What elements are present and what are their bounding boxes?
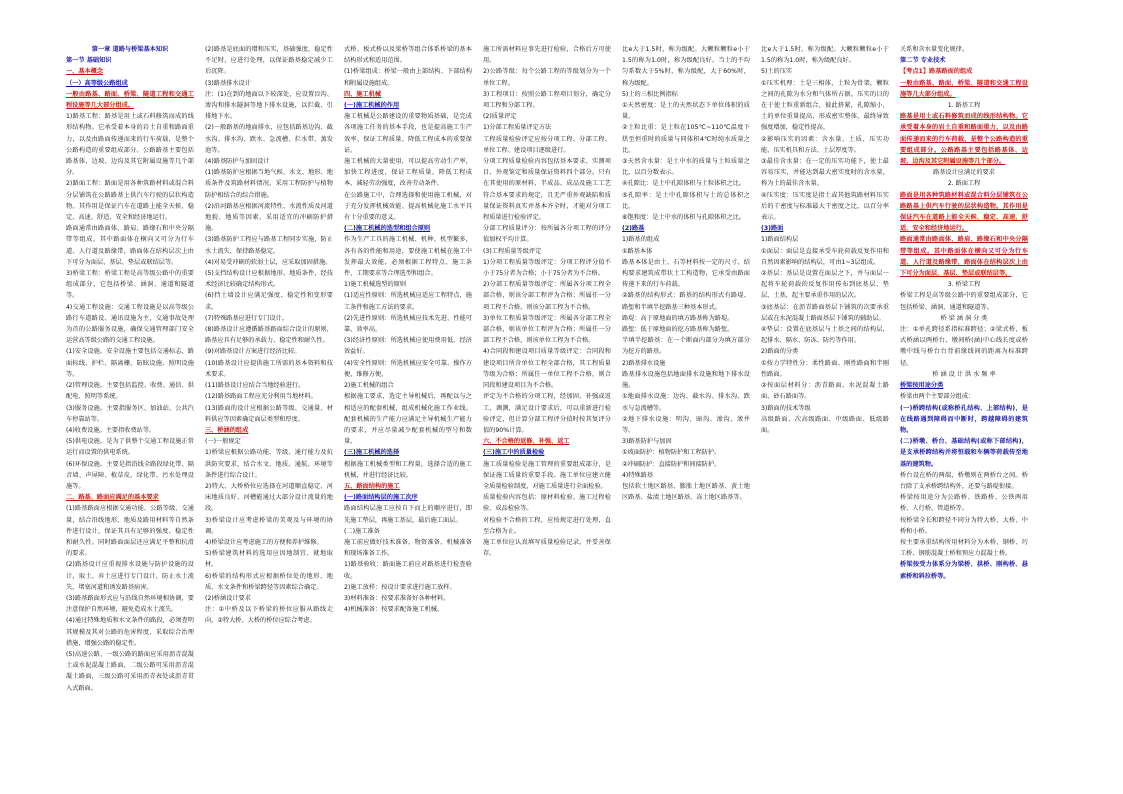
paragraph: ②土粒比重：是土粒在105℃~110℃温度下烘至恒重时的质量与同体积4℃时纯水质量之比。 — [622, 124, 750, 154]
paragraph: 在公路施工中，合理选择和使用施工机械，对于充分发挥机械效能、提高机械化施工水平具有十分重要的意义。 — [344, 191, 472, 222]
paragraph: 路面通常由路面体、路肩、路缘石和中央分隔带等组成。其中路面体在横向又可分为行车道、人行道及路缘带，路面体在结构层次上由下可分为面层、基层、垫层或联结层等。 — [66, 225, 194, 266]
paragraph: ①路基本体 — [622, 247, 653, 255]
paragraph: 第一章 道路与桥梁基本知识 — [91, 46, 169, 53]
paragraph: 3)路面的技术等级 — [761, 404, 811, 412]
paragraph: 3)路基防护与加固 — [622, 438, 672, 446]
paragraph: (4)对易受冲刷的软弱土层，应采取加固措施。 — [205, 258, 332, 266]
paragraph: 高级路面、次高级路面、中级路面、低级路面。 — [761, 415, 889, 434]
paragraph: (3)服务设施。主要指服务区、加油站、公共汽车停靠站等。 — [66, 404, 194, 423]
paragraph: 2)分部工程质量等级评定：所属各分项工程全部合格，则该分部工程评为合格；所属任一分项工程不合格，则该分部工程为不合格。 — [483, 281, 611, 311]
paragraph: (1)路基防护应根据当地气候、水文、地形、地质条件及筑路材料情况，采用工程防护与植物防护相结合的综合措施。 — [205, 169, 333, 199]
paragraph: 1)路基工程：路基是用土或石料修筑而成的线形结构物。它承受着本身的岩土自重和路面重力，以及由路面传递而来的行车荷载，是整个公路构造的重要组成部分。公路路基主要包括路基体、边坡、边沟及其它附属设施等几个部分。 — [66, 113, 194, 177]
paragraph: ②基层：基层是设置在面层之下，并与面层一起将车轮荷载的反复作用传布到底基层、垫层、土基，起主要承重作用的层次。 — [761, 270, 889, 300]
paragraph: 3)单位工程质量等级评定：所属各分部工程全部合格，则该单位工程评为合格；所属任一分部工程不合格，则该单位工程为不合格。 — [483, 314, 611, 345]
paragraph: 桥梁由两个主要部分组成： — [900, 393, 975, 401]
paragraph: 4)桥梁设计应考虑施工的方便和养护维修。 — [205, 538, 323, 546]
paragraph: 4)特殊路基 — [622, 471, 654, 479]
paragraph: 桥梁按用途分为公路桥、铁路桥、公铁两用桥、人行桥、管道桥等。 — [900, 494, 1028, 513]
paragraph: 路面是用各种筑路材料或混合料分层铺筑在公路路基上供汽车行驶的层状构造物。其作用是保证汽车在道路上能全天候、稳定、高速、舒适、安全和经济地运行。 — [900, 191, 1028, 233]
paragraph: 一般由路基、路面、桥梁、隧道工程和交通工程设施等几大部分组成。 — [66, 90, 194, 110]
paragraph: ①地面排水设施：边沟、截水沟、排水沟、跌水与急流槽等。 — [622, 393, 750, 412]
text-column-2 — [205, 44, 333, 764]
paragraph: (三)施工中的质量检验 — [483, 449, 545, 457]
paragraph: 按主要承重结构所用材料分为木桥、钢桥、圬工桥、钢筋混凝土桥和预应力混凝土桥。 — [900, 538, 1028, 558]
paragraph: (一)施工机械的作用 — [344, 102, 400, 110]
paragraph: 五、路面结构的施工 — [344, 482, 400, 490]
paragraph: 工程质量检验评定应按分项工程、分部工程、单位工程、建设项目逐级进行。 — [483, 135, 611, 154]
paragraph: ①按力学特性分：柔性路面、刚性路面和半刚性路面。 — [761, 359, 889, 378]
paragraph: (二)桥墩、桥台、基础结构(或称下部结构)，是支承桥跨结构并将恒载和车辆等荷载传至地基的建筑物。 — [900, 438, 1028, 468]
paragraph: (8)路基设计应遵循路基路面综合设计的原则，路基应具有足够的承载力、稳定性和耐久性。 — [205, 326, 333, 345]
paragraph: 1)路面结构层 — [761, 236, 799, 244]
paragraph: 根据施工机械类型和工程量，选择合适的施工机械，并进行经济比较。 — [344, 460, 472, 479]
paragraph: 路基本体是由土、石等材料按一定的尺寸、结构要求建筑成带状土工构造物，它承受由路面传递下来的行车荷载。 — [622, 258, 750, 289]
paragraph: (4)路基防护与加固设计 — [205, 158, 270, 166]
paragraph: 分项工程质量检验内容包括基本要求、实测项目、外观鉴定和质量保证资料四个部分。只有在其使用的原材料、半成品、成品及施工工艺符合基本要求的规定，且无严重外观缺陷和质量保证资料真实并基本齐全时，才能对分项工程质量进行检验评定。 — [483, 158, 611, 222]
paragraph: (1)桥梁组成：桥梁一般由上部结构、下部结构和附属设施组成。 — [344, 68, 472, 87]
paragraph: ②路基的结构形式：路基的结构形式有路堤、路堑和半填半挖路基三种基本形式。 — [622, 292, 750, 311]
paragraph: 施工机械的大量使用，可以提高劳动生产率，加快工程进度，保证工程质量，降低工程成本，减轻劳动强度，改善劳动条件。 — [344, 158, 472, 188]
paragraph: ①天然密度：是土的天然状态下单位体积的质量。 — [622, 102, 750, 121]
paragraph: (6)挡土墙设计应满足强度、稳定性和变形要求。 — [205, 292, 333, 311]
paragraph: 按桥梁全长和跨径不同分为特大桥、大桥、中桥和小桥。 — [900, 516, 1028, 535]
paragraph: 质量检验内容包括：原材料检验、施工过程检验、成品检验等。 — [483, 494, 611, 513]
paragraph: 施工所需材料应事先进行检验，合格后方可使用。 — [483, 46, 611, 65]
paragraph: ①坡面防护：植物防护和工程防护。 — [622, 449, 721, 457]
paragraph: (3)经济性原则：所选机械应使用费用低、经济效益好。 — [344, 337, 472, 356]
paragraph: (3)路基排水设计 — [205, 79, 251, 87]
paragraph: 式桥、板式桥以及梁桥等组合体系桥梁的基本结构形式和适用范围。 — [344, 46, 472, 65]
paragraph: 2)施工放样：按设计要求进行施工放样。 — [344, 583, 456, 591]
paragraph: 四、施工机械 — [344, 90, 382, 98]
paragraph: 注：(1)在到的地面以下较深处，应设置盲沟、渗沟和排水隧洞等地下排水设施，以拦截、引排地下水。 — [205, 90, 333, 121]
paragraph: 2)路面工程：路面是用各种筑路材料或混合料分层铺筑在公路路基上供汽车行驶的层状构造物。其作用是保证汽车在道路上能全天候、稳定、高速、舒适、安全和经济地运行。 — [66, 180, 194, 222]
paragraph: 一般由路基、路面、桥梁、隧道和交通工程设施等几大部分组成。 — [900, 79, 1028, 98]
paragraph: (3)工程质量等级评定 — [483, 247, 542, 255]
text-column-6 — [761, 44, 889, 764]
paragraph: 5)土的三相比例指标 — [622, 90, 678, 98]
paragraph: (1)适应性原则：所选机械应适应工程特点、施工条件和施工方法的要求。 — [344, 292, 472, 311]
paragraph: 2)公路等级：每个公路工程的等级划分为一个单位工程。 — [483, 68, 611, 87]
paragraph: 3)桥梁工程：桥梁工程是高等级公路中的重要组成部分，它包括桥梁、涵洞、通道和隧道等。 — [66, 270, 194, 300]
paragraph: 路面结构层施工应按自下而上的顺序进行，即先施工垫层，再施工基层，最后施工面层。 — [344, 505, 472, 524]
paragraph: (9)对路基设计方案进行经济比较。 — [205, 348, 301, 356]
paragraph: (3)路面 — [761, 225, 784, 233]
paragraph: (5)高速公路、一级公路的路面应采用沥青混凝土或水泥混凝土路面，二级公路可采用沥青混凝土路面，三级公路可采用沥青表处或沥青贯入式路面。 — [66, 650, 194, 692]
text-column-3 — [344, 44, 472, 764]
paragraph: 1)分项工程质量等级评定：分项工程评分值不小于75分者为合格；小于75分者为不合格。 — [483, 258, 611, 278]
paragraph: 3. 桥梁工程 — [947, 281, 981, 289]
paragraph: 4)交通工程设施：交通工程设施是以高等级公路行车道路设、通讯设施为主，交通事故处理为首的公路服务设施，确保交通管理部门安全运营高等级公路的交通工程设施。 — [66, 303, 194, 345]
paragraph: 路基排水设施包括地面排水设施和地下排水设施。 — [622, 370, 750, 390]
paragraph: (一)一般规定 — [205, 438, 241, 446]
text-column-4 — [483, 44, 611, 764]
paragraph: ②影响压实的因素：含水量、土质、压实功能、压实机具和方法、土层厚度等。 — [761, 135, 889, 154]
paragraph: 3)桥梁设计应考虑桥梁的美观及与环境的协调。 — [205, 516, 333, 535]
paragraph: 路堤：高于原地面的填方路基称为路堤。 — [622, 314, 734, 322]
paragraph: (2)路基设计应重视排水设施与防护设施的设计，取土、弃土应进行专门设计，防止水土流失，堵塞河道和诱发路基病害。 — [66, 561, 194, 591]
paragraph: 施工前应做好技术准备、物资准备、机械准备和现场准备工作。 — [344, 538, 472, 558]
paragraph: (1)路基路面应根据交通功能、公路等级、交通量，结合沿线地形、地质及路用材料等自然条件进行设计，保证其具有足够的强度、稳定性和耐久性。同时路面面层还应满足平整和抗滑的要求。 — [66, 505, 194, 558]
paragraph: (2)沿河路基应根据河流特性、水流性质及河道地貌、地质等因素，采用适宜的冲刷防护措施。 — [205, 202, 333, 233]
paragraph: 比e大于1.5时，称为级配。大颗粒颗粒e小于1.5的称为1.0时，称为级配良好。 — [761, 46, 889, 65]
paragraph: 路面通常由路面体、路肩、路缘石和中央分隔带等组成。其中路面体在横向又可分为行车道、人行道及路缘带，路面体在结构层次上由下可分为面层、基层、垫层或联结层等。 — [900, 236, 1028, 278]
paragraph: (13)路面的设计应根据公路等级、交通量、材料供应等因素确定面层类型和厚度。 — [205, 404, 333, 423]
paragraph: (12)路基路面工程应充分利用当地材料。 — [205, 393, 317, 401]
paragraph: ③最佳含水量：在一定的压实功能下，使土最容易压实，并能达到最大密实度时的含水量，称为土的最佳含水量。 — [761, 158, 889, 188]
paragraph: 【考点1】路基路面的组成 — [900, 68, 973, 76]
paragraph: (2)管理设施。主要包括监控、收费、通信、供配电、照明等系统。 — [66, 382, 194, 401]
paragraph: ②按面层材料分：沥青路面、水泥混凝土路面、砂石路面等。 — [761, 382, 889, 401]
paragraph: 桥梁按用途分类 — [900, 382, 944, 390]
paragraph: 第二节 专业技术 — [900, 57, 946, 65]
paragraph: ③天然含水量：是土中水的质量与土粒质量之比，以百分数表示。 — [622, 158, 750, 177]
paragraph: (二)施工机械的选型和组合原则 — [344, 225, 431, 233]
paragraph: 5)土的压实 — [761, 68, 793, 76]
paragraph: 施工机械是公路建设的重要物质基础，是完成各项施工任务的基本手段，也是提高施工生产效率、保证工程质量、降低工程成本的重要保证。 — [344, 113, 472, 154]
paragraph: 1)路基的组成 — [622, 236, 660, 244]
paragraph: (3)路基防护工程应与路基工程同步实施，防止水土流失，保持路基稳定。 — [205, 236, 333, 255]
paragraph: 第一节 基础知识 — [66, 57, 112, 65]
paragraph: 包括软土地区路基、膨胀土地区路基、黄土地区路基、盐渍土地区路基、冻土地区路基等。 — [622, 482, 750, 502]
paragraph: 路基是用土或石料修筑而成的线形结构物。它承受着本身的岩土自重和路面重力，以及由路面传递而来的行车荷载，是整个公路构造的重要组成部分。公路路基主要包括路基体、边坡、边沟及其它附属设施等几个部分。 — [900, 113, 1028, 166]
paragraph: (7)特殊路基应进行专门设计。 — [205, 314, 289, 322]
paragraph: 1)施工机械选型的原则 — [344, 281, 407, 289]
paragraph: 3)工程项目：按照公路工程项目划分，确定分项工程和分部工程。 — [483, 90, 611, 110]
paragraph: (一)桥跨结构(或称桥孔结构、上部结构)，是在线路遇到障碍而中断时，跨越障碍的建筑物。 — [900, 404, 1028, 434]
paragraph: 桥 梁 涵 洞 分 类 — [940, 314, 988, 322]
paragraph: ②冲刷防护：直接防护和间接防护。 — [622, 460, 721, 468]
paragraph: 施工质量检验是施工管理的重要组成部分，是保证施工质量的重要手段。施工单位应建立健全质量检验制度，对施工质量进行全面检验。 — [483, 460, 611, 490]
paragraph: 桥梁工程是高等级公路中的重要组成部分，它包括桥梁、涵洞、通道和隧道等。 — [900, 292, 1028, 311]
paragraph: ②地下排水设施：明沟、暗沟、渗沟、渗井等。 — [622, 415, 750, 434]
text-column-7 — [900, 44, 1028, 764]
paragraph: 注：①中桥及以下桥梁的桥位应服从路线走向，②特大桥、大桥的桥位应综合考虑。 — [205, 606, 333, 625]
paragraph: (三)施工机械的选择 — [344, 449, 400, 457]
paragraph: （一）高等级公路组成 — [66, 79, 128, 87]
paragraph: (5)供电设施。是为了供整个交通工程设施正常运行而设置的供电系统。 — [66, 438, 194, 457]
paragraph: 桥梁按受力体系分为梁桥、拱桥、刚构桥、悬索桥和斜拉桥等。 — [900, 561, 1028, 580]
paragraph: 2)路基排水设施 — [622, 359, 666, 367]
paragraph: 2. 路面工程 — [947, 180, 981, 188]
paragraph: (2)一般路基的地面排水，应包括路基边沟、截水沟、排水沟、跌水、急流槽、拦水带、蒸发池等。 — [205, 124, 333, 154]
paragraph: (3)路基路面形式应与沿线自然环境相协调，要注意保护自然环境，避免造成水土流失。 — [66, 594, 194, 614]
paragraph: (2)桥涵设计要求 — [205, 594, 251, 602]
paragraph: (2)路基是底面的增和压实，基础强度，稳定性不足时，应进行处理，以保证路基稳定减少工后沉降。 — [205, 46, 333, 76]
paragraph: (5)支挡结构设计应根据地形、地质条件，经技术经济比较确定结构形式。 — [205, 270, 333, 289]
paragraph: 比e大于1.5时，称为级配。大颗粒颗粒e小于1.5的称为1.0时，称为级配良好。当土的不均匀系数大于5%时，称为级配，大于60%时，称为级配。 — [622, 46, 750, 87]
paragraph: 2)特大、大桥桥位应选择在河道顺直稳定、河床地质良好、河槽能通过大部分设计流量的地段。 — [205, 482, 333, 513]
paragraph: 注：①单孔跨径系指标准跨径；②梁式桥、板式桥涵以两桥台、墩间桥(涵)中心线长度或桥墩中线与桥台台背前缘线间的距离为标准跨径。 — [900, 326, 1028, 367]
paragraph: 2)施工机械的组合 — [344, 382, 394, 390]
paragraph: ④压实度：压实度是指土或其他筑路材料压实后的干密度与标准最大干密度之比，以百分率表示。 — [761, 191, 889, 222]
paragraph: ①面层：面层是直接承受车轮荷载反复作用和自然因素影响的结构层，可由1~3层组成。 — [761, 247, 889, 266]
paragraph: (一)路面结构层的施工次序 — [344, 494, 418, 502]
paragraph: ④垫层：设置在底基层与土基之间的结构层，起排水、隔水、防冻、防污等作用。 — [761, 326, 889, 345]
paragraph: 1)分部工程质量评定方法 — [483, 124, 552, 132]
paragraph: 3)材料准备：按要求准备好各种材料。 — [344, 594, 450, 602]
paragraph: 2)路面的分类 — [761, 348, 799, 356]
paragraph: ①压实机理：土是三相体，土粒为骨架，颗粒之间的孔隙为水分和气体所占据。压实的目的在于使土粒重新组合，彼此挤紧，孔隙缩小，土的单位重量提高，形成密实整体，最终导致强度增加，稳定性提高。 — [761, 79, 889, 132]
text-column-5 — [622, 44, 750, 764]
paragraph: 根据施工要求，选定主导机械后，再配以与之相适应的配套机械，组成机械化施工作业线。配套机械的生产能力应满足主导机械生产能力的要求，并应尽量减少配套机械的型号和数量。 — [344, 393, 472, 446]
text-column-1 — [66, 44, 194, 764]
paragraph: 桥 涵 设 计 洪 水 频 率 — [932, 370, 996, 378]
paragraph: 1)路基验收：路面施工前应对路基进行检查验收。 — [344, 561, 472, 580]
paragraph: ⑥饱和度：是土中水的体积与孔隙体积之比。 — [622, 214, 746, 222]
paragraph: (6)环保设施。主要是指沿线全路段绿化带、隔音墙、声屏障、植草皮、绿化带、污水处理设施等。 — [66, 460, 194, 490]
paragraph: (2)先进性原则：所选机械应技术先进、性能可靠、效率高。 — [344, 314, 472, 334]
paragraph: 4)合同段和建设项目质量等级评定：合同段和建设项目所含单位工程全部合格，其工程质量等级为合格；所属任一单位工程不合格，则合同段和建设项目为不合格。 — [483, 348, 611, 390]
paragraph: 1. 路基工程 — [947, 102, 981, 110]
paragraph: (4)收费设施。主要指收费站等。 — [66, 426, 156, 434]
paragraph: 5)桥梁建筑材料的选用应因地制宜、就地取材。 — [205, 550, 333, 569]
paragraph: 评定为不合格的分项工程，经加固、补强或返工、调测，满足设计要求后，可以重新进行检验评定，但计算分部工程评分值时按其复评分值的90%计算。 — [483, 393, 611, 434]
paragraph: 桥台设在桥的两端，桥墩则在两桥台之间。桥台除了支承桥跨结构外，还要与路堤衔接。 — [900, 471, 1028, 490]
paragraph: (11)路基设计应结合当地经验进行。 — [205, 382, 305, 390]
paragraph: 路基设计应满足的要求 — [933, 169, 995, 177]
paragraph: 作为生产工具的施工机械、机种、机型繁多，各有各的性能和用途，要使施工机械在施工中发挥最大效能，必须根据工程特点、施工条件、工期要求等合理选型和组合。 — [344, 236, 472, 278]
paragraph: 分部工程质量评分：按所属各分项工程的评分值加权平均计算。 — [483, 225, 611, 244]
paragraph: (4)安全性原则：所选机械应安全可靠、操作方便、维修方便。 — [344, 359, 472, 378]
paragraph: 6)桥梁的结构形式应根据桥位处的地形、地质、水文条件和桥梁跨径等因素综合确定。 — [205, 572, 333, 591]
paragraph: 三、桥涵的组成 — [205, 426, 249, 434]
paragraph: 六、不合格的返修、补强、返工 — [483, 438, 570, 446]
paragraph: (1)安全设施。安全设施主要包括交通标志、路面标线、护栏、隔离栅、防眩设施、照明设施等。 — [66, 348, 194, 378]
paragraph: 一、基本概念 — [66, 68, 104, 76]
paragraph: (2)质量评定 — [483, 113, 517, 121]
paragraph: ⑤孔隙率：是土中孔隙体积与土的总体积之比。 — [622, 191, 750, 210]
paragraph: 路堑：低于原地面的挖方路基称为路堑。 — [622, 326, 734, 334]
paragraph: 半填半挖路基：在一个断面内部分为填方部分为挖方的路基。 — [622, 337, 750, 356]
paragraph: 1)桥梁应根据公路功能、等级、通行能力及抗洪防灾要求，结合水文、地质、通航、环境等条件进行综合设计。 — [205, 449, 333, 479]
paragraph: (10)路基设计应提供施工所需的基本资料和技术要求。 — [205, 359, 333, 378]
paragraph: (4)通过特殊地质和水文条件的路段，必须查明其规模及其对公路的危害程度，采取综合治理措施，增强公路的稳定性。 — [66, 617, 194, 647]
paragraph: 施工单位应认真填写质量检验记录，并妥善保存。 — [483, 538, 611, 558]
paragraph: 对检验不合格的工程，应按规定进行处理，直至合格为止。 — [483, 516, 611, 535]
paragraph: 4)机械准备：按要求配备施工机械。 — [344, 606, 444, 614]
paragraph: ③底基层：在沥青路面基层下铺筑的次要承重层或在水泥混凝土路面基层下铺筑的辅助层。 — [761, 303, 889, 322]
paragraph: 关系和含水量变化规律。 — [900, 46, 969, 53]
paragraph: (2)路基 — [622, 225, 645, 233]
paragraph: (二)施工准备 — [344, 527, 380, 535]
paragraph: 二、路基、路面应满足的基本要求 — [66, 494, 159, 502]
paragraph: ④孔隙比：是土中孔隙体积与土粒体积之比。 — [622, 180, 746, 188]
